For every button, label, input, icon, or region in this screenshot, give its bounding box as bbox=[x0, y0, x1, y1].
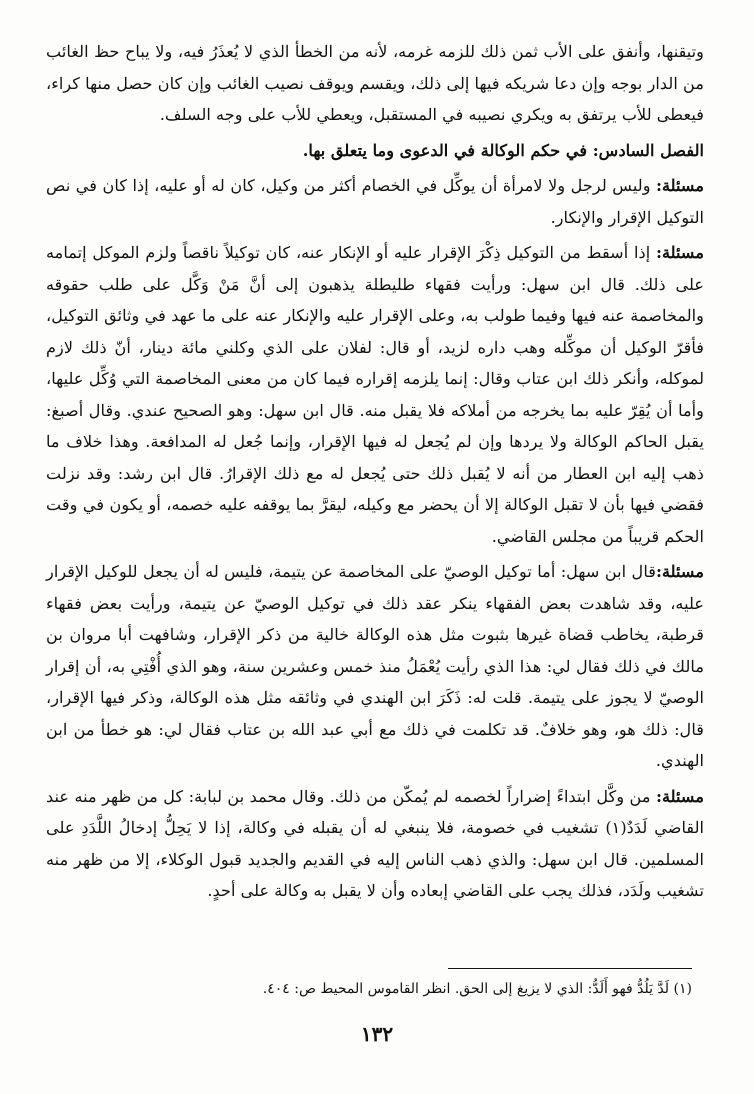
issue-paragraph bbox=[46, 781, 704, 907]
issue-label: مسئلة: bbox=[655, 243, 704, 262]
paragraph-text: من وكَّل ابتداءً إضراراً لخصمه لم يُمكّن من ذلك. وقال محمد بن لبابة: كل من ظهر منه عند القاضي لَدَدٌ(١) تشغيب في خصومة، فلا ينبغي له أن يقبله في وكالة، إذا لا يَحِلُّ إدخالُ اللَّدَدِ على المسلمين. قال ابن سهل: والذي ذهب الناس إليه في القديم والجديد قبول الوكلاء، إلا من ظهر منه تشغيب ولَدَد، فذلك يجب على القاضي إبعاده وأن لا يقبل به وكالة على أحدٍ. bbox=[46, 786, 705, 900]
footnote bbox=[48, 978, 692, 1000]
issue-label: مسئلة: bbox=[655, 562, 704, 581]
footnote-marker: (١) bbox=[673, 981, 692, 997]
issue-paragraph bbox=[46, 556, 704, 777]
section-heading-text: الفصل السادس: في حكم الوكالة في الدعوى وما يتعلق بها. bbox=[302, 140, 704, 160]
paragraph-text: وتيقنها، وأنفق على الأب ثمن ذلك للزمه غرمه، لأنه من الخطأ الذي لا يُعذَرُ فيه، ولا يباح حظ الغائب من الدار بوجه وإن دعا شريكه فيها إلى ذلك، ويقسم ويوقف نصيب الغائب وإن كان حصل منها كراء، فيعطى للأب يرتفق به ويكري نصيبه في المستقبل، ويعطي للأب على وجه السلف. bbox=[46, 42, 704, 124]
paragraph-continuation bbox=[46, 36, 704, 131]
paragraph-text: قال ابن سهل: أما توكيل الوصيّ على المخاصمة عن يتيمة، فليس له أن يجعل للوكيل الإقرار عليه، وقد شاهدت بعض الفقهاء ينكر عقد ذلك في توكيل الوصيّ عن يتيمة، ورأيت بعض فقهاء قرطبة، يخاطب قضاة غيرها بثبوت مثل هذه الوكالة خالية من ذكر الإقرار، وشافهت أبا مروان بن مالك في ذلك فقال لي: هذا الذي رأيت يُعْمَلُ منذ خمس وعشرين سنة، وهو الذي أُفْتِي به، أن إقرار الوصيّ لا يجوز على يتيمة. قلت له: ذَكَرَ ابن الهندي في وثائقه مثل هذه الوكالة، وذكر فيها الإقرار، قال: ذلك هو، وهو خلافٌ. قد تكلمت في ذلك مع أبي عبد الله بن عتاب فقال لي: هو خطأ من ابن الهندي. bbox=[46, 562, 705, 770]
issue-paragraph bbox=[46, 170, 704, 233]
section-heading bbox=[46, 135, 704, 167]
issue-label: مسئلة: bbox=[655, 176, 704, 195]
issue-label: مسئلة: bbox=[655, 786, 704, 806]
paragraph-text: وليس لرجل ولا لامرأة أن يوكِّل في الخصام أكثر من وكيل، كان له أو عليه، إذا كان في نص التوكيل الإقرار والإنكار. bbox=[46, 176, 704, 227]
footnote-divider bbox=[448, 968, 692, 969]
issue-paragraph bbox=[46, 237, 704, 552]
page-number: ١٣٢ bbox=[360, 1022, 394, 1046]
footnote-text: لَدَّ يَلُدُّ فهو أَلَدُّ: الذي لا يزيغ إلى الحق. انظر القاموس المحيط ص: ٤٠٤. bbox=[262, 981, 670, 997]
paragraph-text: إذا أسقط من التوكيل ذِكْرَ الإقرار عليه أو الإنكار عنه، كان توكيلاً ناقصاً ولزم الموكل إتمامه على ذلك. قال ابن سهل: ورأيت فقهاء طليطلة يذهبون إلى أنَّ مَنْ وَكَّل على طلب حقوقه والمخاصمة عنه فيها وفيما طولب به، وعلى الإقرار عليه والإنكار عنه على ما عهد في وثائق التوكيل، فأقرّ الوكيل أن موكِّله وهب داره لزيد، أو قال: لفلان على الذي وكلني مائة دينار، أنّ ذلك لازم لموكله، وأنكر ذلك ابن عتاب وقال: إنما يلزمه إقراره فيما كان من معنى المخاصمة التي وُكِّل عليها، وأما أن يُقِرّ عليه بما يخرجه من أملاكه فلا يقبل منه. قال ابن سهل: وهو الصحيح عندي. وقال أصبغ: يقبل الحاكم الوكالة ولا يردها وإن لم يُجعل له فيها الإقرار، وإنما جُعل له المدافعة. وهذا خلاف ما ذهب إليه ابن العطار من أنه لا يُقبل ذلك حتى يُجعل له مع ذلك الإقرارُ. قال ابن رشد: وقد نزلت فقضي فيها بأن لا تقبل الوكالة إلا أن يحضر مع وكيله، ليقرَّ بما يوقفه عليه خصمه، أو يكون في وقت الحكم قريباً من مجلس القاضي. bbox=[46, 243, 704, 546]
